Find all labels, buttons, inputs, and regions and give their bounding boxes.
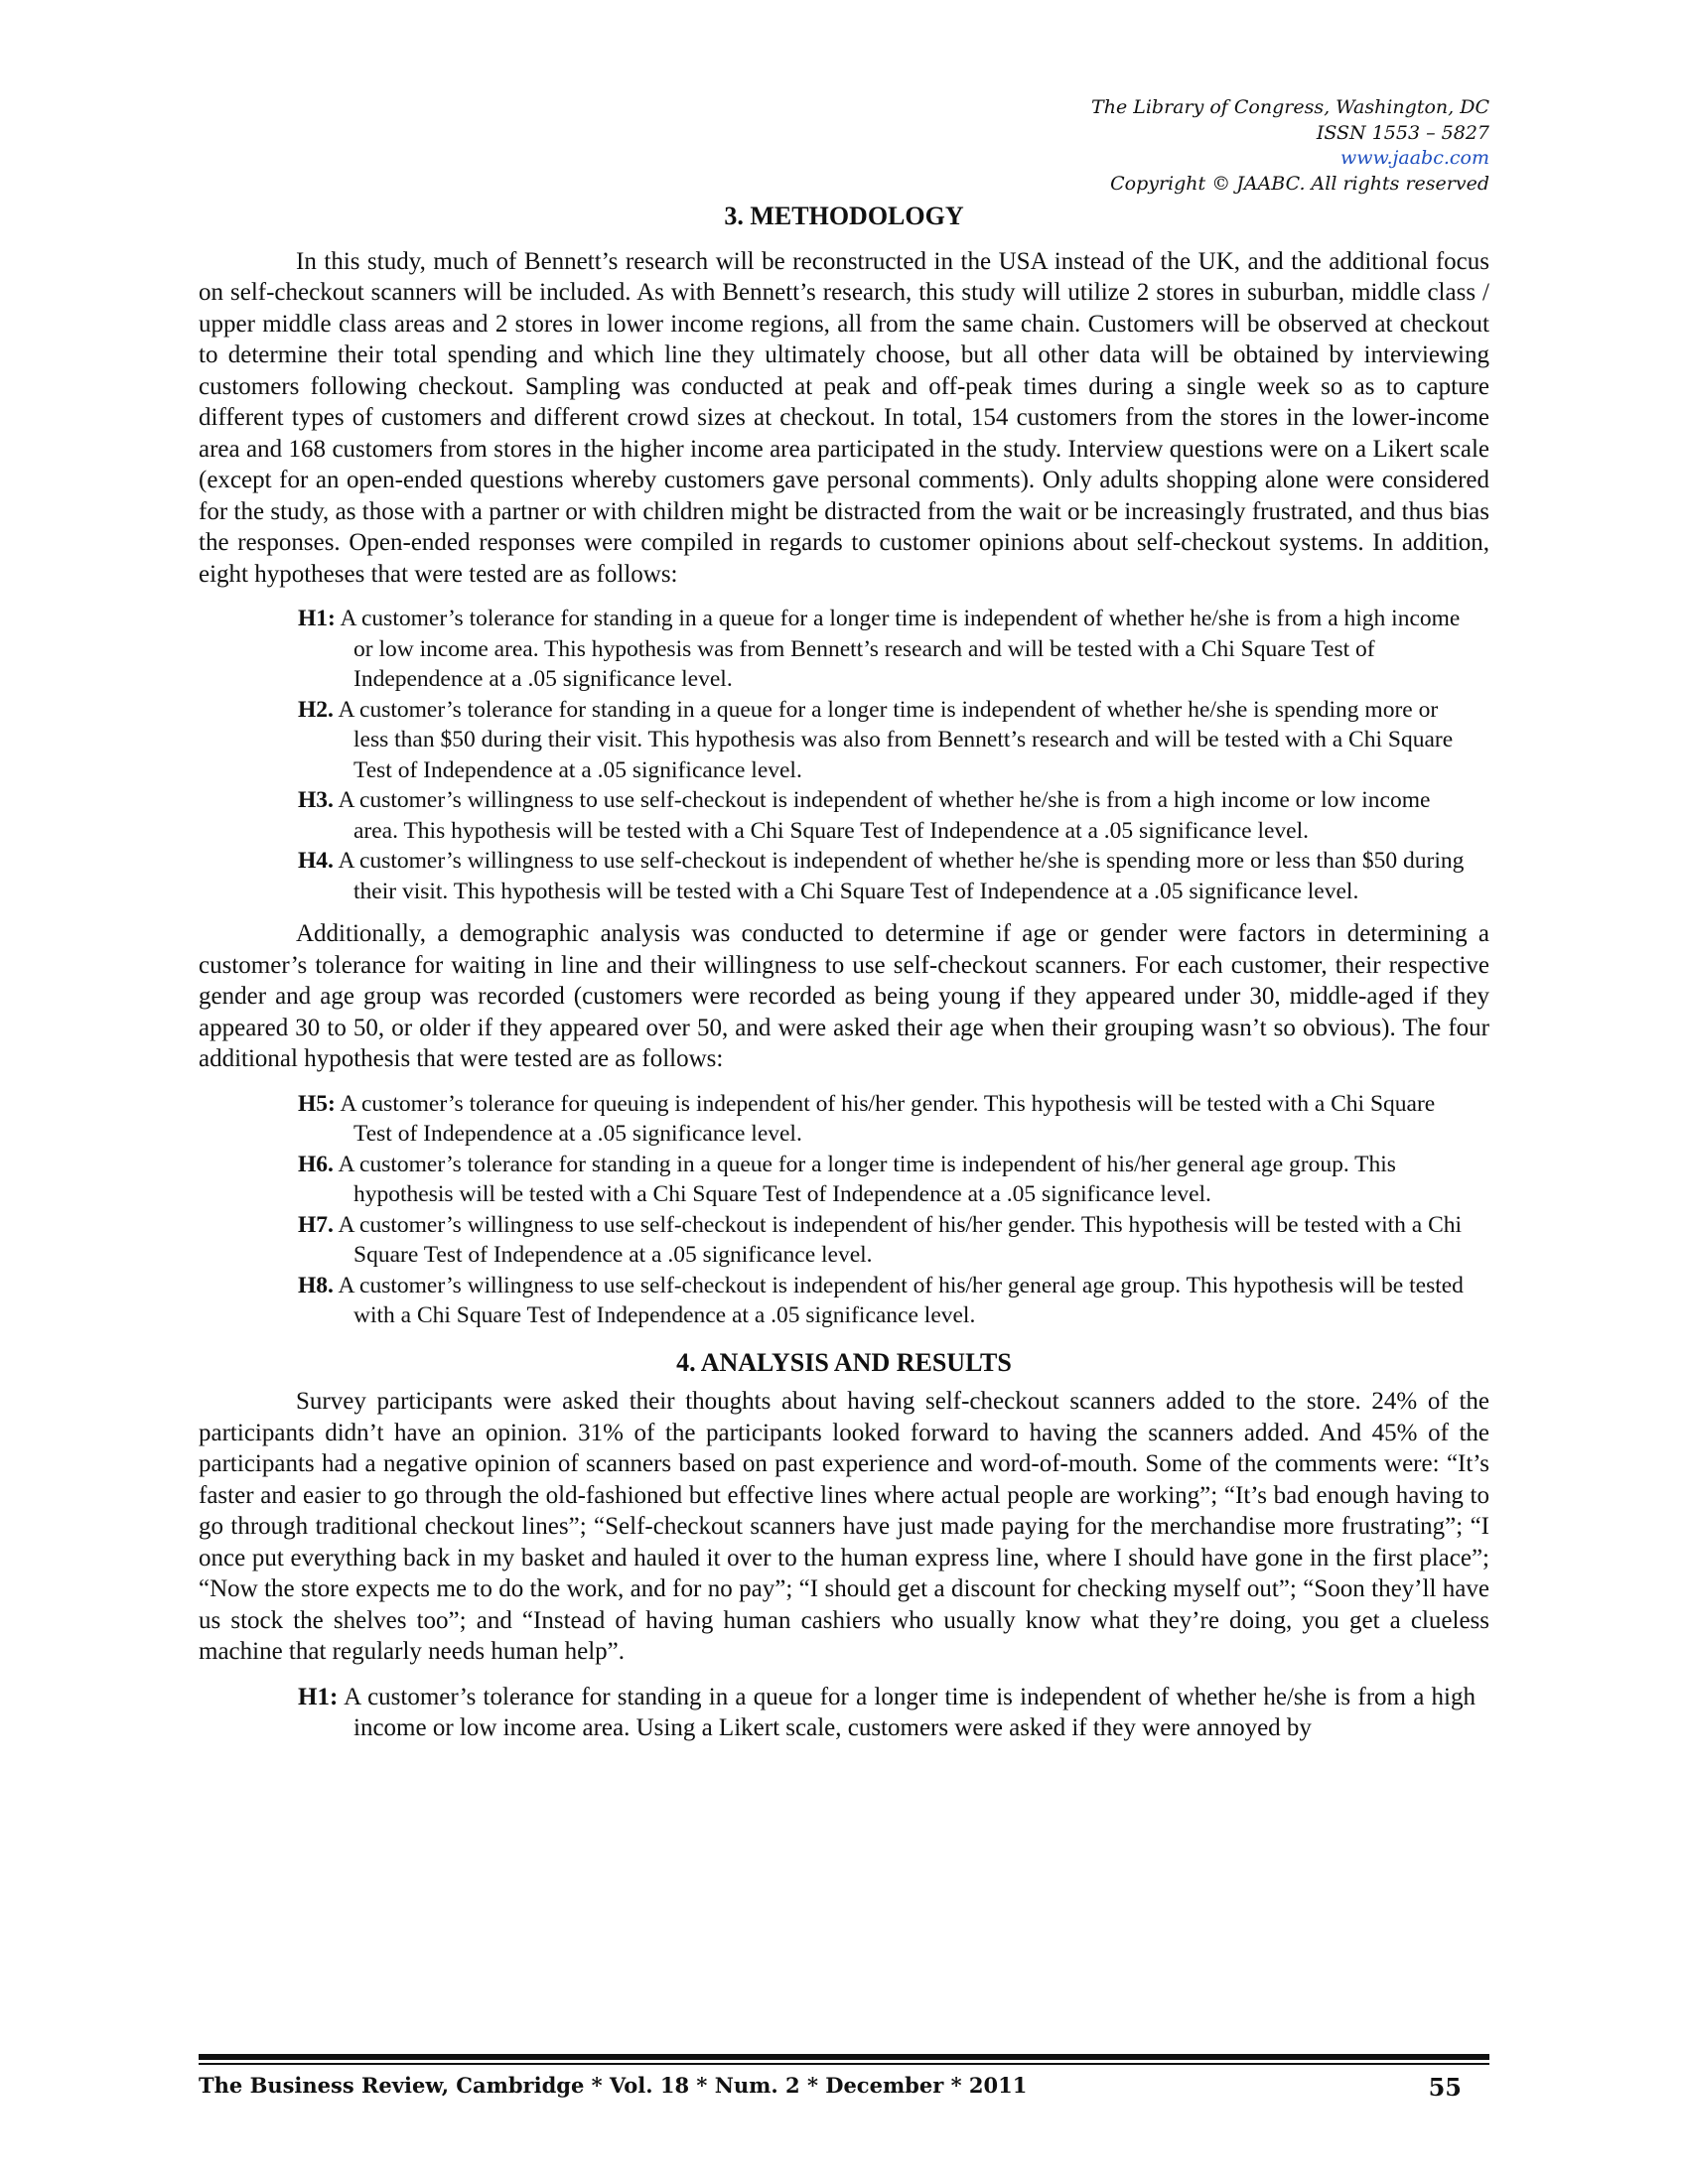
hypothesis-text: A customer’s tolerance for standing in a queue for a longer time is independent of whether he/she is spending more or less than $50 during their visit. This hypothesis was also from Bennett’s research and will be tested with a Chi Square Test of Independence at a .05 significance level. [338, 696, 1454, 783]
hypothesis-item [298, 604, 1476, 695]
hypothesis-tag: H1: [298, 1683, 339, 1710]
hypothesis-text: A customer’s tolerance for standing in a queue for a longer time is independent of his/her general age group. This hypothesis will be tested with a Chi Square Test of Independence at a .05 significance level. [338, 1151, 1396, 1207]
header-library: The Library of Congress, Washington, DC [1091, 96, 1489, 118]
hypothesis-tag: H5: [298, 1090, 336, 1117]
hypothesis-tag: H6. [298, 1151, 334, 1177]
hypothesis-tag: H2. [298, 696, 334, 723]
hypothesis-text: A customer’s tolerance for queuing is independent of his/her gender. This hypothesis will be tested with a Chi Square Test of Independence at a .05 significance level. [340, 1090, 1436, 1147]
hypothesis-list-b [199, 1089, 1489, 1331]
header-issn: ISSN 1553 – 5827 [1316, 121, 1489, 144]
hypothesis-text: A customer’s willingness to use self-checkout is independent of his/her gender. This hypothesis will be tested with a Chi Square Test of Independence at a .05 significance level. [338, 1211, 1463, 1268]
section-title-methodology: 3. METHODOLOGY [724, 202, 964, 230]
hypothesis-tag: H1: [298, 606, 336, 631]
hypothesis-item [298, 1682, 1476, 1744]
header-copyright: Copyright © JAABC. All rights reserved [1110, 172, 1489, 195]
methodology-paragraph-2: Additionally, a demographic analysis was conducted to determine if age or gender were factors in determining a customer’s tolerance for waiting in line and their willingness to use self-checkout scanners. For each customer, their respective gender and age group was recorded (customers were recorded as being young if they appeared under 30, middle-aged if they appeared 30 to 50, or older if they appeared over 50, and were asked their age when their grouping wasn’t so obvious). The four additional hypothesis that were tested are as follows: [199, 920, 1489, 1072]
page-header [199, 95, 1489, 197]
footer-rule [199, 2054, 1489, 2060]
section-title-analysis: 4. ANALYSIS AND RESULTS [676, 1347, 1012, 1377]
hypothesis-item [298, 1150, 1476, 1210]
hypothesis-text: A customer’s tolerance for standing in a queue for a longer time is independent of whether he/she is from a high income or low income area. This hypothesis was from Bennett’s research and will be tested with a Chi Square Test of Independence at a .05 significance level. [340, 606, 1461, 692]
hypothesis-list-a [199, 604, 1489, 906]
methodology-paragraph-1: In this study, much of Bennett’s research will be reconstructed in the USA instead of the UK, and the additional focus on self-checkout scanners will be included. As with Bennett’s research, this study will utilize 2 stores in suburban, middle class / upper middle class areas and 2 stores in lower income regions, all from the same chain. Customers will be observed at checkout to determine their total spending and which line they ultimately choose, but all other data will be obtained by interviewing customers following checkout. Sampling was conducted at peak and off-peak times during a single week so as to capture different types of customers and different crowd sizes at checkout. In total, 154 customers from the stores in the lower-income area and 168 customers from stores in the higher income area participated in the study. Interview questions were on a Likert scale (except for an open-ended questions whereby customers gave personal comments). Only adults shopping alone were considered for the study, as those with a partner or with children might be distracted from the wait or be increasingly frustrated, and thus bias the responses. Open-ended responses were compiled in regards to customer opinions about self-checkout systems. In addition, eight hypotheses that were tested are as follows: [199, 247, 1489, 588]
hypothesis-item [298, 1271, 1476, 1331]
page-body [199, 95, 1489, 1756]
hypothesis-tag: H8. [298, 1272, 334, 1298]
hypothesis-tag: H7. [298, 1211, 334, 1238]
hypothesis-list-c [199, 1682, 1489, 1744]
hypothesis-item [298, 785, 1476, 846]
hypothesis-text: A customer’s tolerance for standing in a queue for a longer time is independent of whether he/she is from a high income or low income area. Using a Likert scale, customers were asked if they were annoyed by [344, 1683, 1477, 1741]
hypothesis-item [298, 1210, 1476, 1271]
footer-rule [199, 2063, 1489, 2065]
footer-journal-citation: The Business Review, Cambridge * Vol. 18 * Num. 2 * December * 2011 [199, 2073, 1028, 2098]
hypothesis-item [298, 846, 1476, 906]
page-number: 55 [1428, 2073, 1462, 2102]
hypothesis-text: A customer’s willingness to use self-checkout is independent of his/her general age group. This hypothesis will be tested with a Chi Square Test of Independence at a .05 significance level. [338, 1272, 1464, 1328]
hypothesis-item [298, 1089, 1476, 1150]
analysis-paragraph-1: Survey participants were asked their thoughts about having self-checkout scanners added to the store. 24% of the participants didn’t have an opinion. 31% of the participants looked forward to having the scanners added. And 45% of the participants had a negative opinion of scanners based on past experience and word-of-mouth. Some of the comments were: “It’s faster and easier to go through the old-fashioned but effective lines where actual people are working”; “It’s bad enough having to go through traditional checkout lines”; “Self-checkout scanners have just made paying for the merchandise more frustrating”; “I once put everything back in my basket and hauled it over to the human express line, where I should have gone in the first place”; “Now the store expects me to do the work, and for no pay”; “I should get a discount for checking myself out”; “Soon they’ll have us stock the shelves too”; and “Instead of having human cashiers who usually know what they’re doing, you get a clueless machine that regularly needs human help”. [199, 1388, 1489, 1665]
hypothesis-tag: H3. [298, 787, 334, 813]
hypothesis-text: A customer’s willingness to use self-checkout is independent of whether he/she is from a high income or low income area. This hypothesis will be tested with a Chi Square Test of Independence at a .05 significance level. [338, 787, 1431, 844]
hypothesis-tag: H4. [298, 848, 334, 874]
hypothesis-item [298, 695, 1476, 786]
hypothesis-text: A customer’s willingness to use self-checkout is independent of whether he/she is spending more or less than $50 during their visit. This hypothesis will be tested with a Chi Square Test of Independence at a .05 significance level. [338, 848, 1465, 904]
header-website-link[interactable]: www.jaabc.com [1339, 147, 1489, 169]
